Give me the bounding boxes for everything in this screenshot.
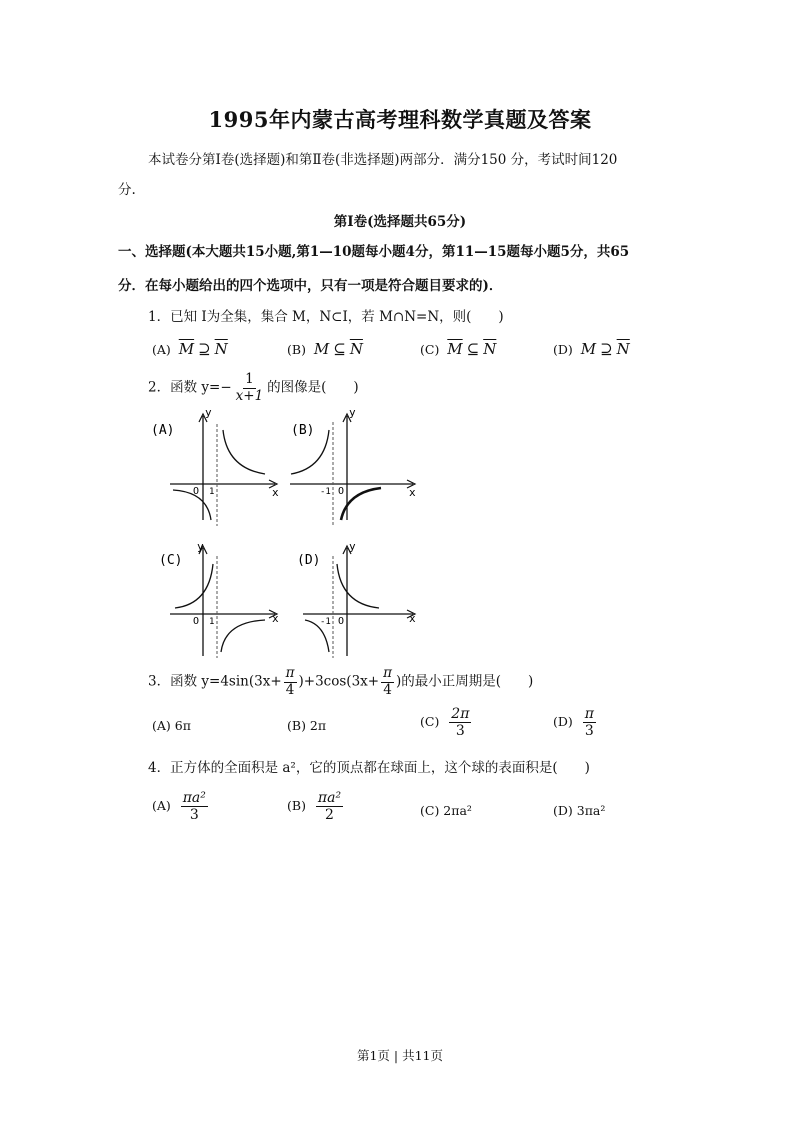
graph-a-curve-right — [223, 430, 265, 474]
graph-c-origin: O — [193, 616, 200, 627]
q2-frac-den: x+1 — [235, 387, 264, 404]
graph-c-y-label: y — [197, 540, 204, 553]
q3-prefix: 3．函数 y=4sin(3x+ — [148, 673, 282, 690]
q1-option-b — [287, 340, 363, 358]
graph-a-label: (A) — [151, 423, 175, 438]
graph-a-curve-left — [173, 490, 211, 520]
graph-a-mark: 1 — [209, 487, 215, 497]
question-1-stem: 1．已知 I为全集，集合 M，N⊂I，若 M∩N=N，则( ) — [148, 309, 504, 325]
graph-c-mark: 1 — [209, 617, 215, 627]
graph-a-x-label: x — [272, 486, 279, 499]
q3-frac1-den: 4 — [285, 681, 295, 698]
q1-option-a-label: (A) — [152, 342, 171, 357]
q4-option-b — [287, 790, 345, 823]
q3-fraction-1 — [284, 666, 297, 698]
graph-c — [145, 538, 285, 658]
graph-b-origin: O — [338, 486, 345, 497]
q3-option-c-label: (C) — [420, 714, 440, 730]
q1-option-b-left: M — [313, 340, 330, 358]
graph-d-mark: -1 — [320, 617, 331, 627]
graph-b-y-label: y — [349, 408, 356, 419]
graph-a — [145, 408, 285, 528]
q1-option-c — [420, 340, 496, 358]
q3-frac2-num: π — [383, 665, 392, 681]
q3-suffix: )的最小正周期是( ) — [395, 673, 534, 690]
q3-option-c-fraction — [449, 706, 471, 739]
q1-option-d-rel: ⊇ — [600, 340, 613, 358]
q1-option-c-rel: ⊆ — [466, 340, 480, 358]
q1-option-a-right: $\overline{N}$ — [214, 340, 228, 358]
q1-option-d-label: (D) — [553, 342, 573, 357]
graph-c-curve-right — [221, 620, 265, 652]
graph-d-curve-right — [337, 564, 379, 608]
q2-prefix: 2．函数 y=− — [148, 379, 232, 396]
graph-b-label: (B) — [291, 423, 315, 438]
section-instructions-2: 分．在每小题给出的四个选项中，只有一项是符合题目要求的)． — [118, 278, 503, 294]
q1-option-c-left: $\overline{M}$ — [447, 340, 463, 358]
page-title: 1995年内蒙古高考理科数学真题及答案 — [208, 107, 592, 132]
q4-option-a-fraction — [181, 790, 208, 823]
graph-a-origin: O — [193, 486, 200, 497]
q4-option-b-num: πa² — [317, 790, 342, 806]
q1-option-b-label: (B) — [287, 342, 306, 357]
question-2-stem — [148, 372, 359, 404]
intro-line-2: 分. — [118, 182, 136, 198]
graph-b-mark: -1 — [320, 487, 331, 497]
q3-option-c — [420, 706, 473, 739]
q3-option-d-den: 3 — [584, 723, 594, 740]
graph-d-origin: O — [338, 616, 345, 627]
q3-option-c-den: 3 — [455, 723, 465, 740]
q4-option-a-den: 3 — [189, 807, 199, 824]
page-footer: 第1页 | 共11页 — [356, 1048, 444, 1063]
q4-option-a — [152, 790, 210, 823]
q4-option-b-label: (B) — [287, 798, 306, 814]
graph-c-label: (C) — [159, 553, 183, 568]
q4-option-b-fraction — [316, 790, 343, 823]
graph-c-curve-left — [175, 564, 213, 608]
q1-option-b-right: $\overline{N}$ — [349, 340, 363, 358]
q1-option-d-left: M — [580, 340, 597, 358]
q3-option-c-num: 2π — [451, 706, 470, 722]
q3-option-d — [553, 706, 598, 739]
graph-d-y-label: y — [349, 540, 356, 553]
q1-option-c-right: $\overline{N}$ — [483, 340, 497, 358]
question-4-stem: 4．正方体的全面积是 a²，它的顶点都在球面上，这个球的表面积是( ) — [148, 760, 590, 776]
graph-b — [285, 408, 425, 528]
section-instructions-1: 一、选择题(本大题共15小题,第1—10题每小题4分，第11—15题每小题5分，共65 — [118, 244, 630, 260]
question-3-stem — [148, 666, 533, 698]
q3-option-d-fraction — [583, 706, 596, 739]
q3-option-a: (A) 6π — [152, 718, 191, 733]
q3-frac1-num: π — [285, 665, 295, 681]
q4-option-b-den: 2 — [325, 807, 334, 824]
graph-d-x-label: x — [409, 612, 416, 625]
graph-b-x-label: x — [409, 486, 416, 499]
q1-option-c-label: (C) — [420, 342, 440, 357]
q3-middle: )+3cos(3x+ — [298, 673, 380, 690]
graph-a-y-label: y — [205, 408, 212, 419]
q1-option-d-right: $\overline{N}$ — [616, 340, 630, 358]
part-title: 第Ⅰ卷(选择题共65分) — [333, 214, 467, 230]
q2-frac-num: 1 — [245, 371, 254, 387]
q3-option-d-num: π — [584, 706, 594, 722]
q1-option-d — [553, 340, 630, 358]
q1-option-b-rel: ⊆ — [333, 340, 346, 358]
graph-d — [285, 538, 425, 658]
q1-option-a — [152, 340, 228, 358]
intro-line-1: 本试卷分第Ⅰ卷(选择题)和第Ⅱ卷(非选择题)两部分．满分150 分，考试时间120 — [148, 152, 618, 168]
q1-option-a-left: $\overline{M}$ — [178, 340, 195, 358]
q3-fraction-2 — [381, 666, 394, 698]
q1-option-a-rel: ⊇ — [198, 340, 211, 358]
q4-option-d: (D) 3πa² — [553, 803, 606, 818]
graph-d-label: (D) — [297, 553, 321, 568]
q4-option-c: (C) 2πa² — [420, 803, 472, 818]
graph-c-x-label: x — [272, 612, 279, 625]
q2-fraction — [234, 372, 266, 404]
q2-suffix: 的图像是( ) — [267, 379, 359, 396]
q3-option-b: (B) 2π — [287, 718, 327, 733]
q4-option-a-num: πa² — [182, 790, 206, 806]
q3-frac2-den: 4 — [383, 681, 392, 698]
q4-option-a-label: (A) — [152, 798, 171, 814]
q3-option-d-label: (D) — [553, 714, 573, 730]
